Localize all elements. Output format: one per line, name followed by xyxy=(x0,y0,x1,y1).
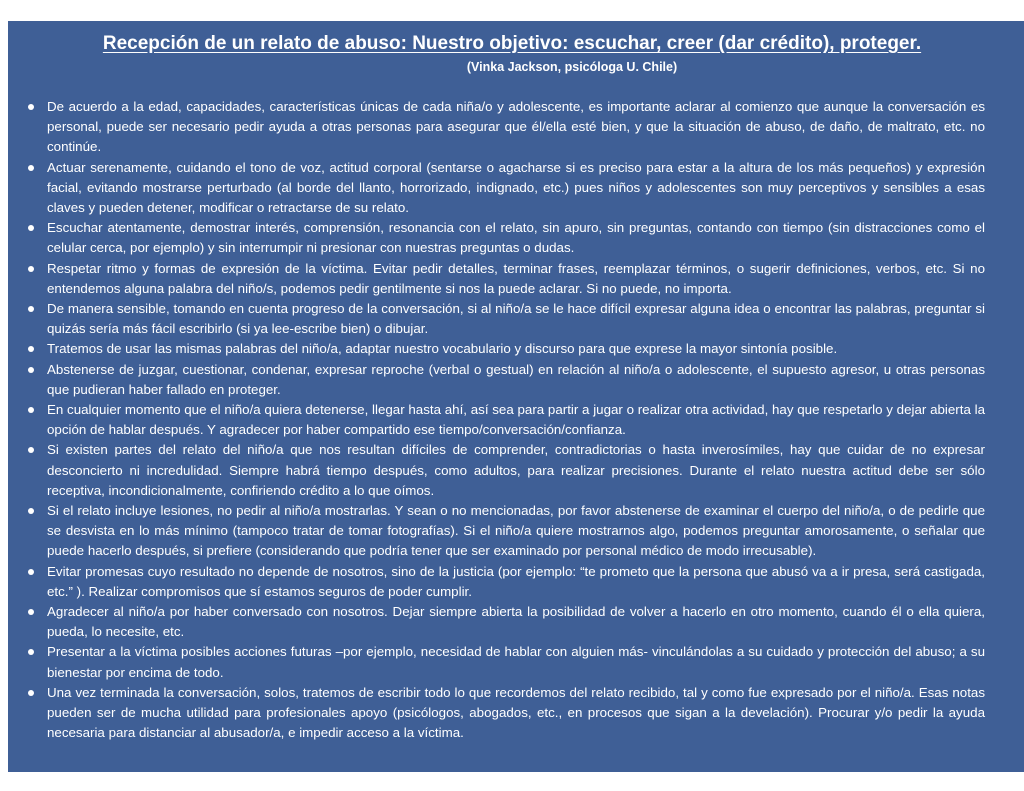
bullet-text: Si existen partes del relato del niño/a que nos resultan difíciles de comprender, contradictorias o hasta inverosímiles, hay que cuidar de no expresar desconcierto ni incredulidad. Siempre habrá tiempo después, como adultos, para realizar precisiones. Durante el relato nuestra actitud debe ser sólo receptiva, incondicionalmente, confiriendo crédito a lo que oímos. xyxy=(47,442,985,498)
bullet-item xyxy=(25,642,985,682)
bullet-item xyxy=(25,259,985,299)
bullet-dot-icon xyxy=(28,266,34,272)
bullet-dot-icon xyxy=(28,367,34,373)
bullet-dot-icon xyxy=(28,690,34,696)
bullet-dot-icon xyxy=(28,165,34,171)
bullet-text: Agradecer al niño/a por haber conversado con nosotros. Dejar siempre abierta la posibilidad de volver a hacerlo en otro momento, cuando él o ella quiera, pueda, lo necesite, etc. xyxy=(47,604,985,640)
bullet-text: Una vez terminada la conversación, solos, tratemos de escribir todo lo que recordemos del relato recibido, tal y como fue expresado por el niño/a. Esas notas pueden ser de mucha utilidad para profesionales apoyo (psicólogos, abogados, etc., en procesos que sigan a la develación). Procurar y/o pedir la ayuda necesaria para distanciar al abusador/a, e impedir acceso a la víctima. xyxy=(47,684,985,741)
bullet-text: Evitar promesas cuyo resultado no depende de nosotros, sino de la justicia (por ejemplo: “te prometo que la persona que abusó va a ir presa, será castigada, etc.” ). Realizar compromisos que sí estamos seguros de poder cumplir. xyxy=(47,563,985,599)
bullet-item xyxy=(25,440,985,501)
bullet-text: De acuerdo a la edad, capacidades, características únicas de cada niña/o y adolescente, es importante aclarar al comienzo que aunque la conversación es personal, puede ser necesario pedir ayuda a otras personas para asegurar que él/ella esté bien, y que la situación de abuso, de daño, de maltrato, etc. no continúe. xyxy=(47,99,985,155)
bullet-text: Actuar serenamente, cuidando el tono de voz, actitud corporal (sentarse o agacharse si es preciso para estar a la altura de los más pequeños) y expresión facial, evitando mostrarse perturbado (al borde del llanto, horrorizado, indignado, etc.) pues niños y adolescentes son muy perceptivos y sensibles a esas claves y pueden detener, modificar o retractarse de su relato. xyxy=(47,159,985,216)
bullet-text: De manera sensible, tomando en cuenta progreso de la conversación, si al niño/a se le hace difícil expresar alguna idea o encontrar las palabras, preguntar si quizás sería más fácil escribirlo (si ya lee-escribe bien) o dibujar. xyxy=(47,301,985,337)
bullet-dot-icon xyxy=(28,346,34,352)
bullet-item xyxy=(25,218,985,258)
bullet-item xyxy=(25,339,985,359)
bullet-item xyxy=(25,360,985,400)
bullet-item xyxy=(25,602,985,642)
bullet-item xyxy=(25,562,985,602)
bullet-dot-icon xyxy=(28,508,34,514)
bullet-text: Abstenerse de juzgar, cuestionar, condenar, expresar reproche (verbal o gestual) en relación al niño/a o adolescente, el supuesto agresor, u otras personas que pudieran haber fallado en proteger. xyxy=(47,361,985,397)
bullet-item xyxy=(25,158,985,219)
bullet-text: Presentar a la víctima posibles acciones futuras –por ejemplo, necesidad de hablar con alguien más- vinculándolas a su cuidado y protección del abuso; a su bienestar por encima de todo. xyxy=(47,644,985,680)
bullet-item xyxy=(25,683,985,744)
bullet-dot-icon xyxy=(28,104,34,110)
bullet-item xyxy=(25,97,985,158)
document-title: Recepción de un relato de abuso: Nuestro objetivo: escuchar, creer (dar crédito), proteger. xyxy=(102,33,922,54)
bullet-dot-icon xyxy=(28,649,34,655)
bullet-dot-icon xyxy=(28,447,34,453)
bullet-dot-icon xyxy=(28,407,34,413)
document-subtitle: (Vinka Jackson, psicóloga U. Chile) xyxy=(466,60,678,74)
bullet-dot-icon xyxy=(28,569,34,575)
bullet-dot-icon xyxy=(28,609,34,615)
bullet-text: En cualquier momento que el niño/a quiera detenerse, llegar hasta ahí, así sea para partir a jugar o realizar otra actividad, hay que respetarlo y dejar abierta la opción de hablar después. Y agradecer por haber compartido ese tiempo/conversación/confianza. xyxy=(47,402,985,438)
bullet-text: Si el relato incluye lesiones, no pedir al niño/a mostrarlas. Y sean o no mencionadas, por favor abstenerse de examinar el cuerpo del niño/a, o de pedirle que se desvista en lo más mínimo (tampoco tratar de tomar fotografías). Si el niño/a quiere mostrarnos algo, podemos preguntar amorosamente, o señalar que puede hacerlo después, si prefiere (considerando que podría tener que ser examinado por personal médico de modo irrecusable). xyxy=(47,503,985,559)
bullet-dot-icon xyxy=(28,306,34,312)
bullet-text: Respetar ritmo y formas de expresión de la víctima. Evitar pedir detalles, terminar frases, reemplazar términos, o sugerir definiciones, verbos, etc. Si no entendemos alguna palabra del niño/s, podemos pedir gentilmente si nos la puede aclarar. Si no puede, no importa. xyxy=(47,260,985,296)
bullet-item xyxy=(25,400,985,440)
document-slide xyxy=(8,21,1024,772)
bullet-list xyxy=(25,97,985,744)
bullet-text: Escuchar atentamente, demostrar interés, comprensión, resonancia con el relato, sin apuro, sin preguntas, contando con tiempo (sin distracciones como el celular cerca, por ejemplo) y sin interrumpir ni presionar con nuestras preguntas o dudas. xyxy=(47,220,985,256)
bullet-item xyxy=(25,299,985,339)
bullet-text: Tratemos de usar las mismas palabras del niño/a, adaptar nuestro vocabulario y discurso para que exprese la mayor sintonía posible. xyxy=(47,341,838,357)
bullet-dot-icon xyxy=(28,225,34,231)
bullet-item xyxy=(25,501,985,562)
